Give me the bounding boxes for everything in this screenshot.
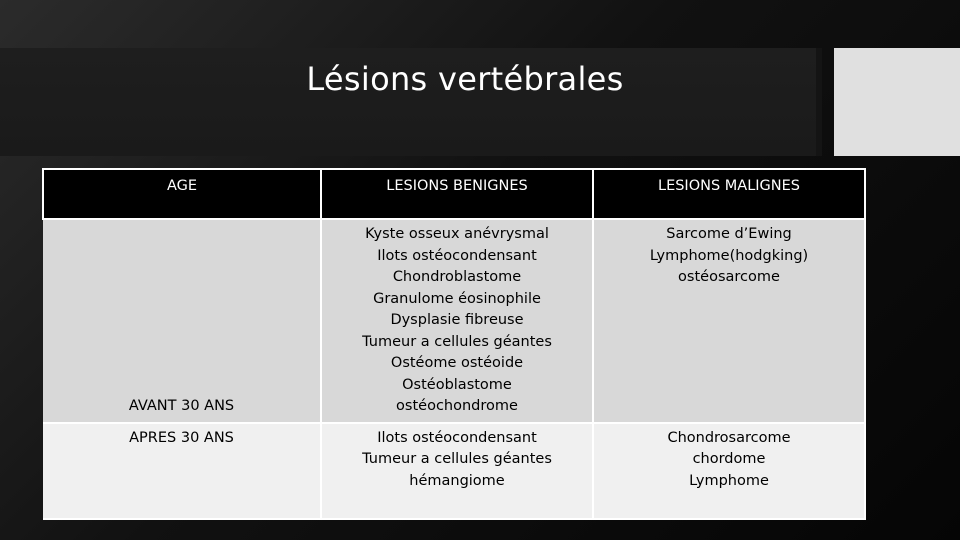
age-cell: APRES 30 ANS [43,423,321,519]
malignant-cell [593,219,865,423]
malignant-item: chordome [692,451,766,467]
benign-item: Ilots ostéocondensant [377,247,537,264]
malignant-item: ostéosarcome [678,269,780,285]
benign-item: Dysplasie fibreuse [390,312,524,328]
malignant-cell [593,423,865,519]
benign-item: Ostéoblastome [402,376,512,393]
benign-item: ostéochondrome [396,398,518,414]
slide-title: Lésions vertébrales [306,60,624,98]
malignant-item: Lymphome [689,472,769,489]
age-cell: AVANT 30 ANS [43,219,321,423]
benign-item: Tumeur a cellules géantes [362,333,552,350]
benign-item: hémangiome [409,472,505,489]
benign-item: Granulome éosinophile [373,290,541,307]
table-row [43,423,865,519]
malignant-item: Lymphome(hodgking) [649,247,809,264]
benign-item: Kyste osseux anévrysmal [365,226,549,242]
benign-cell [321,423,593,519]
benign-item: Tumeur a cellules géantes [362,451,552,467]
header-malignant: LESIONS MALIGNES [593,169,865,219]
table-row [43,219,865,423]
malignant-item: Sarcome d’Ewing [666,226,792,242]
lesions-table [42,168,866,520]
malignant-item: Chondrosarcome [667,429,791,446]
header-benign: LESIONS BENIGNES [321,169,593,219]
header-age: AGE [43,169,321,219]
table-header-row [43,169,865,219]
benign-cell [321,219,593,423]
benign-item: Ostéome ostéoide [390,355,524,371]
benign-item: Ilots ostéocondensant [377,429,537,446]
benign-item: Chondroblastome [392,269,522,285]
